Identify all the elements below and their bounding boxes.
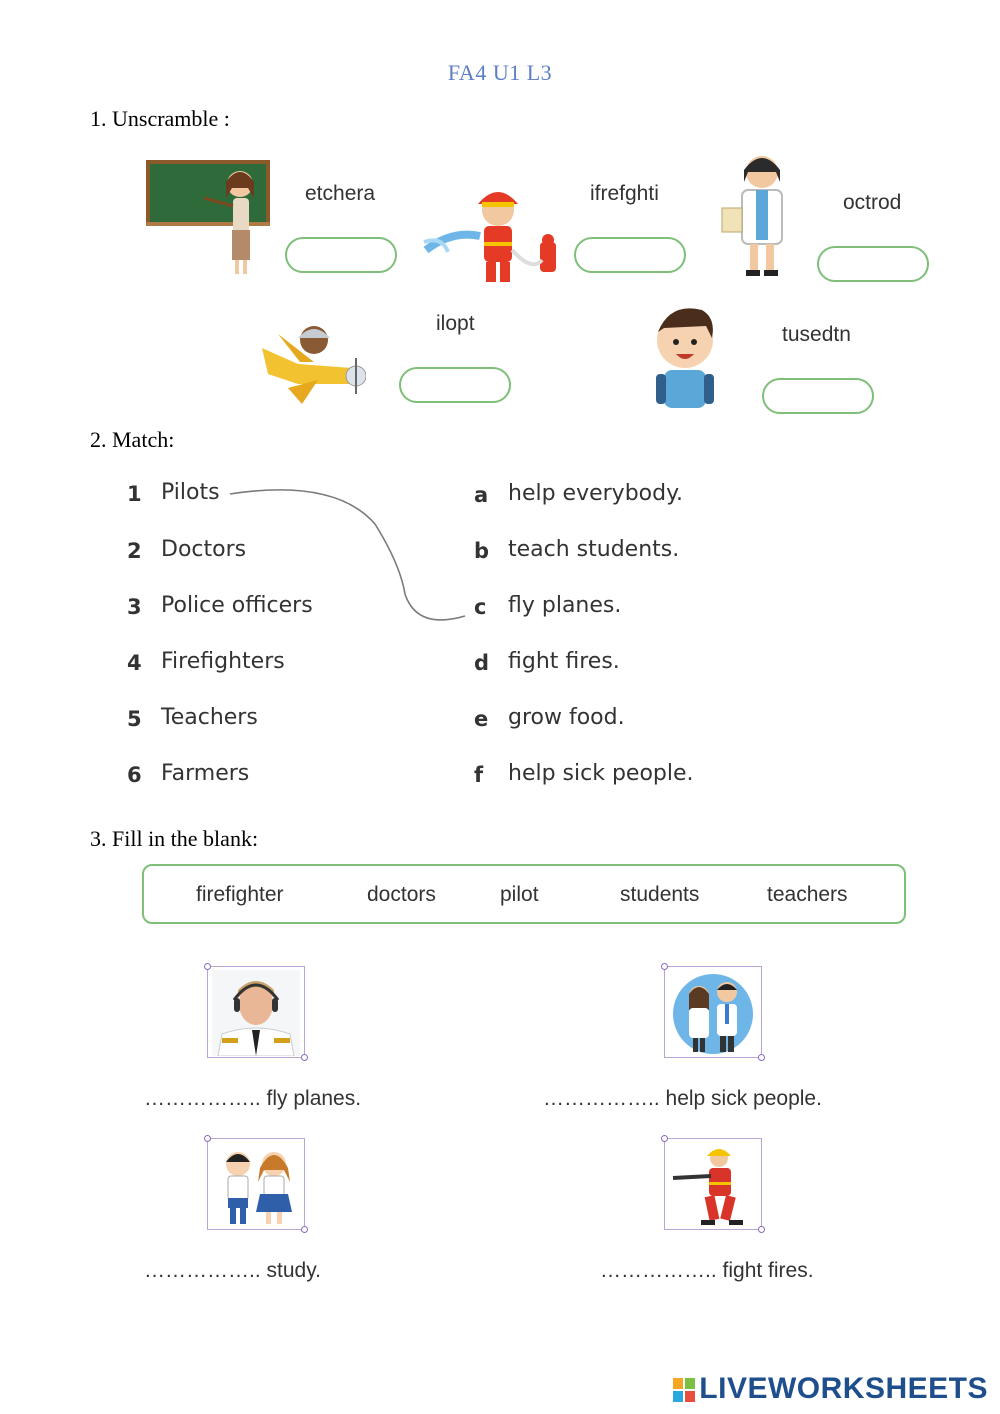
- section-2-label: 2. Match:: [90, 427, 175, 452]
- logo-text: LIVEWORKSHEETS: [699, 1372, 988, 1405]
- match-number: 6: [127, 763, 142, 787]
- word-bank-item: firefighter: [196, 883, 284, 906]
- resize-handle: [661, 963, 668, 970]
- answer-box-student[interactable]: [762, 378, 874, 414]
- match-left-item[interactable]: Pilots: [161, 480, 220, 505]
- example-match-line: [225, 484, 475, 630]
- scrambled-word: ifrefghti: [590, 182, 659, 205]
- section-3-label: 3. Fill in the blank:: [90, 826, 259, 851]
- match-number: 5: [127, 707, 142, 731]
- match-number: 3: [127, 595, 142, 619]
- students-picture: [212, 1142, 300, 1228]
- doctor-picture: [714, 148, 804, 282]
- answer-box-pilot[interactable]: [399, 367, 511, 403]
- sentence-text: fight fires.: [722, 1259, 814, 1282]
- sentence-2: [543, 1087, 822, 1111]
- match-left-item[interactable]: Farmers: [161, 761, 250, 786]
- match-right-item[interactable]: fly planes.: [508, 593, 622, 618]
- sentence-blank[interactable]: ……………..: [144, 1087, 261, 1110]
- word-bank-item: teachers: [767, 883, 848, 906]
- liveworksheets-logo: [673, 1372, 988, 1406]
- pilot-photo: [212, 970, 300, 1056]
- word-bank-item: pilot: [500, 883, 539, 906]
- resize-handle: [204, 963, 211, 970]
- match-right-item[interactable]: fight fires.: [508, 649, 620, 674]
- resize-handle: [758, 1226, 765, 1233]
- scrambled-word: tusedtn: [782, 323, 851, 346]
- student-picture: [650, 298, 720, 410]
- match-left-item[interactable]: Police officers: [161, 593, 313, 618]
- match-number: 4: [127, 651, 142, 675]
- match-letter: d: [474, 651, 490, 675]
- match-letter: e: [474, 707, 489, 731]
- firefighter-picture: [422, 180, 564, 284]
- match-letter: b: [474, 539, 490, 563]
- sentence-3: [144, 1259, 321, 1283]
- liveworksheets-logo-icon: [673, 1378, 695, 1402]
- sentence-blank[interactable]: ……………..: [543, 1087, 660, 1110]
- section-1-label: 1. Unscramble :: [90, 106, 230, 131]
- match-left-item[interactable]: Teachers: [161, 705, 258, 730]
- match-number: 1: [127, 482, 142, 506]
- scrambled-word: octrod: [843, 191, 902, 214]
- sentence-text: help sick people.: [665, 1087, 822, 1110]
- pilot-picture: [258, 314, 366, 406]
- match-letter: a: [474, 483, 489, 507]
- sentence-blank[interactable]: ……………..: [144, 1259, 261, 1282]
- page-title: FA4 U1 L3: [447, 60, 553, 85]
- sentence-text: study.: [266, 1259, 321, 1282]
- match-left-item[interactable]: Doctors: [161, 537, 247, 562]
- match-right-item[interactable]: grow food.: [508, 705, 625, 730]
- match-letter: c: [474, 595, 487, 619]
- scrambled-word: ilopt: [436, 312, 475, 335]
- firefighter-photo: [669, 1142, 757, 1228]
- match-letter: f: [474, 763, 484, 787]
- match-left-item[interactable]: Firefighters: [161, 649, 285, 674]
- match-number: 2: [127, 539, 142, 563]
- sentence-blank[interactable]: ……………..: [600, 1259, 717, 1282]
- word-bank-item: doctors: [367, 883, 436, 906]
- teacher-picture: [146, 158, 272, 278]
- resize-handle: [661, 1135, 668, 1142]
- sentence-text: fly planes.: [266, 1087, 362, 1110]
- resize-handle: [758, 1054, 765, 1061]
- answer-box-teacher[interactable]: [285, 237, 397, 273]
- resize-handle: [301, 1054, 308, 1061]
- answer-box-firefighter[interactable]: [574, 237, 686, 273]
- sentence-1: [144, 1087, 361, 1111]
- scrambled-word: etchera: [305, 182, 376, 205]
- match-right-item[interactable]: help sick people.: [508, 761, 694, 786]
- word-bank-item: students: [620, 883, 700, 906]
- answer-box-doctor[interactable]: [817, 246, 929, 282]
- sentence-4: [600, 1259, 814, 1283]
- resize-handle: [301, 1226, 308, 1233]
- doctors-photo: [669, 970, 757, 1056]
- match-right-item[interactable]: help everybody.: [508, 481, 683, 506]
- resize-handle: [204, 1135, 211, 1142]
- match-right-item[interactable]: teach students.: [508, 537, 680, 562]
